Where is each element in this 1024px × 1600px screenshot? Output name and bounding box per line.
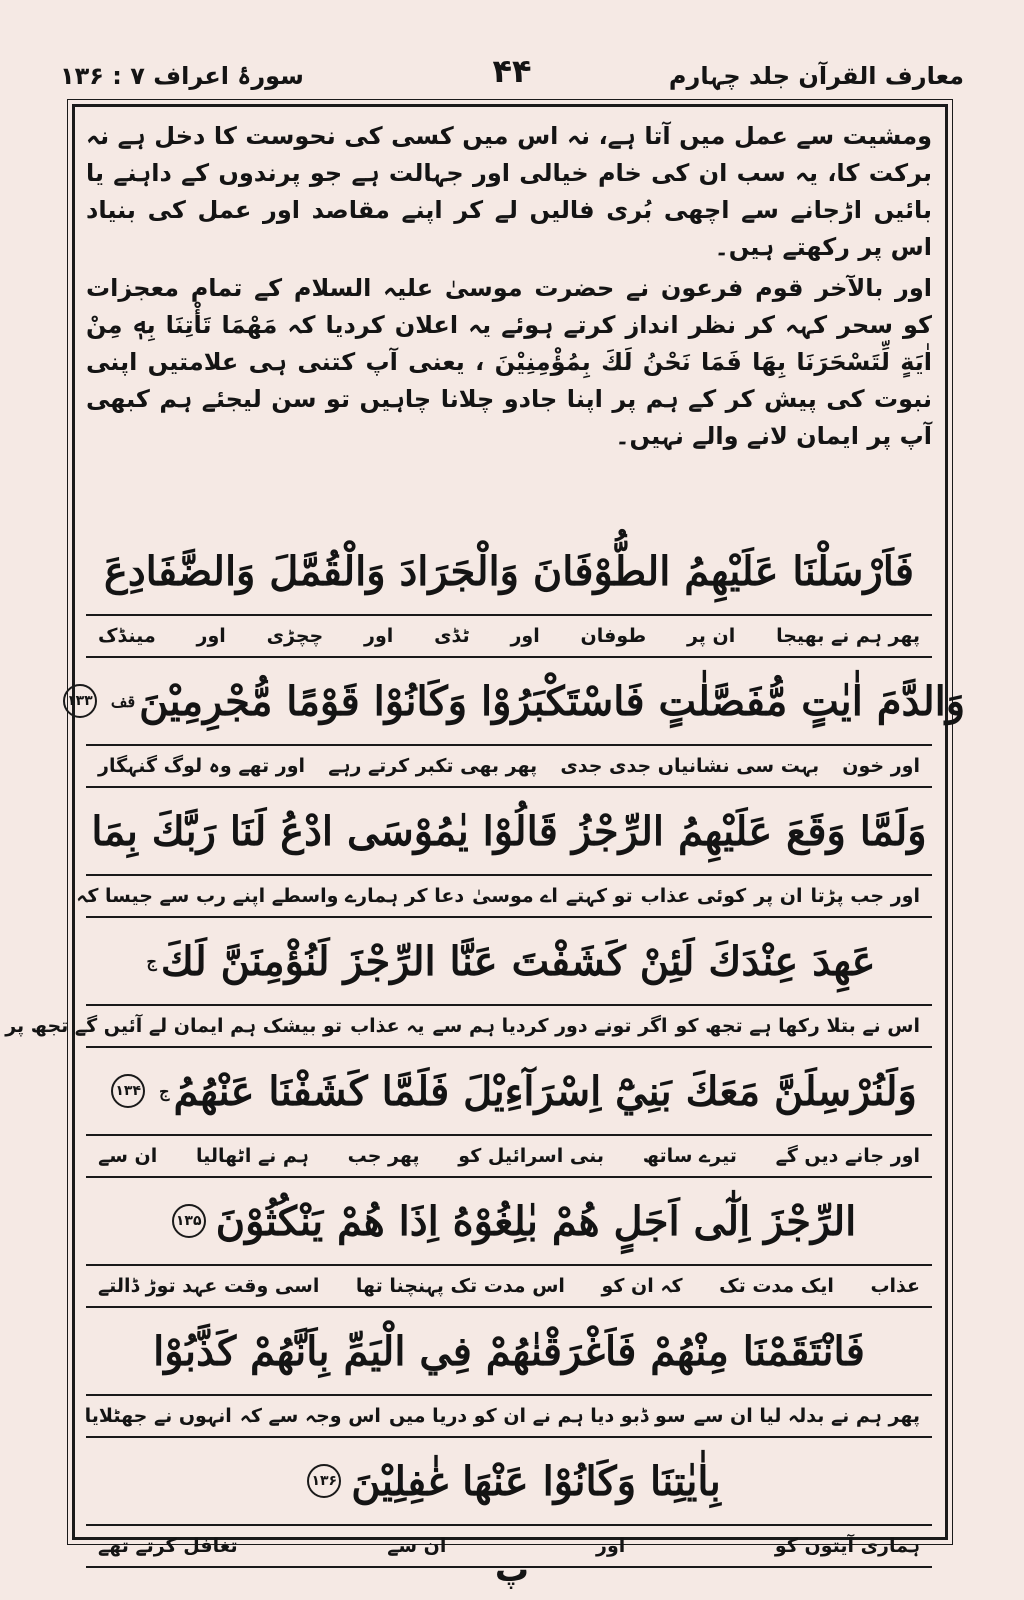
translation-word: پھر جب: [347, 1145, 420, 1167]
translation-word: سو ڈبو دیا ہم نے ان کو دریا میں: [388, 1405, 686, 1427]
translation-word: اور: [364, 625, 394, 647]
translation-word: ان سے: [387, 1535, 447, 1557]
translation-word: ٹڈی: [434, 625, 470, 647]
surah-reference: سورۂ اعراف ۷ : ۱۳۶: [60, 62, 304, 90]
translation-word: اور: [596, 1535, 626, 1557]
commentary-block: [86, 118, 932, 459]
translation-word: یہ عذاب: [350, 1015, 425, 1037]
translation-line: [86, 744, 932, 788]
translation-line: [86, 1394, 932, 1438]
translation-word: دعا کر ہمارے واسطے اپنے رب سے جیسا کہ: [76, 885, 465, 907]
translation-line: [76, 874, 932, 918]
translation-word: ان سے: [98, 1145, 158, 1167]
arabic-verse-line: [86, 1178, 932, 1264]
translation-word: اس وجہ سے کہ: [239, 1405, 381, 1427]
verse-list: [5, 528, 966, 1568]
translation-word: عذاب: [870, 1275, 920, 1297]
translation-word: ایک مدت تک: [719, 1275, 834, 1297]
translation-word: ہماری آیتوں کو: [774, 1535, 920, 1557]
translation-line: [5, 1004, 932, 1048]
translation-word: چچڑی: [266, 625, 324, 647]
commentary-paragraph: اور بالآخر قوم فرعون نے حضرت موسیٰ علیہ السلام کے تمام معجزات کو سحر کہہ کر نظر انداز کرتے ہوئے یہ اعلان کردیا کہ مَهْمَا تَأْتِنَا بِهٖ مِنْ اٰيَةٍ لِّتَسْحَرَنَا بِهَا فَمَا نَحْنُ لَكَ بِمُؤْمِنِيْنَ ، یعنی آپ کتنی ہی علامتیں اپنی نبوت کی پیش کر کے ہم پر اپنا جادو چلانا چاہیں تو سن لیجئے ہم کبھی آپ پر ایمان لانے والے نہیں۔: [86, 274, 932, 450]
translation-word: اس نے بتلا رکھا ہے تجھ کو: [675, 1015, 920, 1037]
translation-word: انہوں نے جھٹلایا: [84, 1405, 232, 1427]
arabic-verse-text: فَاَرْسَلْنَا عَلَيْهِمُ الطُّوْفَانَ وَالْجَرَادَ وَالْقُمَّلَ وَالضَّفَادِعَ: [103, 547, 915, 595]
translation-word: اور تھے وہ لوگ گنہگار: [98, 755, 306, 777]
translation-word: ان پر: [754, 885, 803, 907]
translation-word: اسی وقت عہد توڑ ڈالتے: [98, 1275, 320, 1297]
arabic-verse-line: [86, 1048, 932, 1134]
translation-word: اور جب پڑتا: [810, 885, 920, 907]
page-signature-mark: پ: [494, 1550, 530, 1590]
translation-word: تغافل کرتے تھے: [98, 1535, 238, 1557]
translation-word: مینڈک: [98, 625, 156, 647]
translation-word: اور جانے دیں گے: [775, 1145, 920, 1167]
translation-word: اور: [510, 625, 540, 647]
arabic-verse-text: بِاٰيٰتِنَا وَكَانُوْا عَنْهَا غٰفِلِيْنَ: [351, 1457, 721, 1505]
translation-word: پھر بھی تکبر کرتے رہے: [328, 755, 538, 777]
arabic-verse-text: الرِّجْزَ اِلٰٓى اَجَلٍ هُمْ بٰلِغُوْهُ اِذَا هُمْ يَنْكُثُوْنَ: [215, 1197, 857, 1245]
arabic-verse-text: فَانْتَقَمْنَا مِنْهُمْ فَاَغْرَقْنٰهُمْ فِي الْيَمِّ بِاَنَّهُمْ كَذَّبُوْا: [153, 1327, 865, 1375]
translation-word: تو بیشک ہم ایمان لے آئیں گے تجھ پر: [5, 1015, 343, 1037]
translation-line: [86, 1134, 932, 1178]
arabic-verse-text: وَلَمَّا وَقَعَ عَلَيْهِمُ الرِّجْزُ قَالُوْا يٰمُوْسَى ادْعُ لَنَا رَبَّكَ بِمَا: [91, 807, 927, 855]
arabic-verse-text: عَهِدَ عِنْدَكَ لَئِنْ كَشَفْتَ عَنَّا الرِّجْزَ لَنُؤْمِنَنَّ لَكَ: [160, 937, 876, 985]
waqf-mark: ج: [159, 1081, 170, 1101]
arabic-verse-line: [86, 528, 932, 614]
translation-word: اور: [196, 625, 226, 647]
arabic-verse-text: وَلَنُرْسِلَنَّ مَعَكَ بَنِيْٓ اِسْرَآءِيْلَ فَلَمَّا كَشَفْنَا عَنْهُمُ: [173, 1067, 917, 1115]
waqf-mark: قف: [110, 691, 136, 711]
translation-word: بنی اسرائیل کو: [458, 1145, 604, 1167]
translation-word: پھر ہم نے بدلہ لیا ان سے: [693, 1405, 920, 1427]
translation-word: کہ ان کو: [601, 1275, 683, 1297]
arabic-verse-line: [86, 918, 932, 1004]
translation-word: بہت سی نشانیاں جدی جدی: [560, 755, 820, 777]
arabic-verse-text: وَالدَّمَ اٰيٰتٍ مُّفَصَّلٰتٍ فَاسْتَكْبَرُوْا وَكَانُوْا قَوْمًا مُّجْرِمِيْنَ: [139, 677, 966, 725]
commentary-paragraph: ومشیت سے عمل میں آتا ہے، نہ اس میں کسی کی نحوست کا دخل ہے نہ برکت کا، یہ سب ان کی خام خیالی اور جہالت ہے جو پرندوں کے داہنے یا بائیں اڑجانے سے اچھی بُری فالیں لے کر اپنے مقاصد اور عمل کی بنیاد اس پر رکھتے ہیں۔: [86, 122, 932, 261]
verse-number-marker: ۱۳۶: [307, 1464, 341, 1498]
translation-word: اے موسیٰ: [472, 885, 558, 907]
translation-word: اور خون: [842, 755, 920, 777]
translation-word: تیرے ساتھ: [642, 1145, 737, 1167]
translation-word: کوئی عذاب: [640, 885, 747, 907]
arabic-verse-line: [86, 788, 932, 874]
book-title: معارف القرآن جلد چہارم: [668, 62, 964, 90]
translation-line: [86, 614, 932, 658]
translation-line: [86, 1264, 932, 1308]
arabic-verse-line: [67, 658, 966, 744]
translation-word: اس مدت تک پہنچنا تھا: [355, 1275, 565, 1297]
translation-word: ہم نے اٹھالیا: [195, 1145, 309, 1167]
arabic-verse-line: [86, 1438, 932, 1524]
translation-word: اگر تونے دور کردیا ہم سے: [432, 1015, 668, 1037]
translation-word: تو کہتے: [565, 885, 633, 907]
page-header: [60, 48, 964, 102]
verse-number-marker: ۱۳۴: [111, 1074, 145, 1108]
translation-word: پھر ہم نے بھیجا: [776, 625, 920, 647]
page-number: ۴۴: [492, 52, 532, 90]
verse-number-marker: ۱۳۳: [63, 684, 97, 718]
verse-number-marker: ۱۳۵: [172, 1204, 206, 1238]
translation-word: ان پر: [686, 625, 736, 647]
arabic-verse-line: [86, 1308, 932, 1394]
waqf-mark: ج: [146, 951, 157, 971]
translation-word: طوفان: [580, 625, 647, 647]
